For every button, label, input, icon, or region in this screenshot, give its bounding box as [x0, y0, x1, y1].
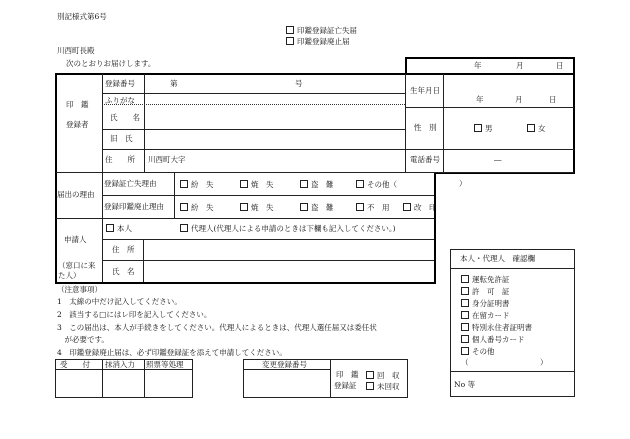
- loss-option: その他（: [356, 180, 397, 189]
- confirm-item: 許 可 証: [461, 287, 510, 296]
- counter-note-2: た人）: [58, 271, 81, 280]
- furigana-label: ふりがな: [105, 96, 135, 105]
- checkbox-icon[interactable]: [366, 371, 374, 379]
- phone-value: ―: [494, 155, 502, 164]
- abolish-option: 焼 失: [240, 203, 274, 212]
- checkbox-icon[interactable]: [180, 203, 188, 211]
- confirm-item: 特別永住者証明書: [461, 323, 532, 332]
- checkbox-icon[interactable]: [527, 124, 535, 132]
- old-name-label: 旧 氏: [110, 134, 133, 143]
- checkbox-icon[interactable]: [286, 26, 294, 34]
- abolish-option: 不 用: [356, 203, 390, 212]
- reason-label: 届出の理由: [57, 190, 95, 199]
- dob-day: 日: [549, 95, 557, 104]
- note-item: 2 該当する□にはレ印を記入してください。: [57, 310, 212, 319]
- sex-label: 性 別: [414, 123, 437, 132]
- title-option-loss: 印鑑登録証亡失届: [286, 26, 357, 35]
- checkbox-icon[interactable]: [461, 311, 469, 319]
- checkbox-icon[interactable]: [474, 124, 482, 132]
- applicant-label: 申請人: [64, 235, 87, 244]
- changed-no-label: 変更登録番号: [262, 360, 307, 369]
- loss-reason-label: 登録証亡失理由: [104, 179, 157, 188]
- abolish-option: 改 印: [403, 203, 437, 212]
- form-number: 別記様式第6号: [57, 12, 107, 21]
- loss-close-paren: ）: [459, 179, 467, 188]
- applicant-name-label: 氏 名: [112, 267, 135, 276]
- note-item: が必要です。: [57, 335, 109, 344]
- checkbox-icon[interactable]: [180, 180, 188, 188]
- confirm-item: 個人番号カード: [461, 335, 525, 344]
- checkbox-icon[interactable]: [240, 180, 248, 188]
- confirm-paren-open: （: [461, 358, 469, 367]
- card-label-1: 印 鑑: [336, 370, 359, 379]
- checkbox-icon[interactable]: [366, 382, 374, 390]
- card-label-2: 登録証: [334, 381, 357, 390]
- title-option-abolish: 印鑑登録廃止届: [286, 37, 350, 46]
- abolish-reason-label: 登録印鑑廃止理由: [104, 202, 164, 211]
- checkbox-icon[interactable]: [300, 203, 308, 211]
- checkbox-icon[interactable]: [461, 275, 469, 283]
- counter-note-1: （窓口に来: [58, 261, 96, 270]
- checkbox-icon[interactable]: [461, 299, 469, 307]
- date-day: 日: [556, 61, 564, 70]
- confirm-item: 身分証明書: [461, 299, 510, 308]
- checkbox-icon[interactable]: [461, 287, 469, 295]
- dob-label: 生年月日: [410, 86, 440, 95]
- main-frame-bottom: [55, 282, 436, 284]
- name-label: 氏 名: [110, 113, 140, 122]
- registrant-label-2: 登録者: [66, 120, 89, 129]
- note-item: 4 印鑑登録廃止届は、必ず印鑑登録証を添えて申請してください。: [57, 348, 287, 357]
- abolish-option: 紛 失: [180, 203, 214, 212]
- applicant-address-label: 住 所: [112, 245, 135, 254]
- reg-no-prefix: 第: [170, 79, 178, 88]
- not-collected-option: 未回収: [366, 382, 400, 391]
- checkbox-icon[interactable]: [356, 180, 364, 188]
- confirm-title: 本人・代理人 確認欄: [460, 254, 535, 263]
- checkbox-icon[interactable]: [300, 180, 308, 188]
- collected-option: 回 収: [366, 371, 400, 380]
- checkbox-icon[interactable]: [403, 203, 411, 211]
- checkbox-icon[interactable]: [286, 37, 294, 45]
- checkbox-icon[interactable]: [461, 335, 469, 343]
- receipt-label: 受 付: [60, 360, 90, 369]
- confirm-paren-close: ）: [540, 358, 548, 367]
- confirm-no-label: No 等: [454, 380, 475, 389]
- main-frame-left: [55, 73, 57, 284]
- loss-option: 盗 難: [300, 180, 334, 189]
- main-frame-top: [55, 73, 575, 75]
- checkbox-icon[interactable]: [180, 224, 188, 232]
- note-item: 3 この届出は、本人が手続きをしてください。代理人によるときは、代理人選任届又は委任状: [57, 323, 377, 332]
- self-option: 本人: [106, 224, 132, 233]
- phone-label: 電話番号: [410, 155, 440, 164]
- registrant-label-1: 印 鑑: [66, 100, 89, 109]
- notice-label: 照票等処理: [146, 360, 184, 369]
- reg-no-suffix: 号: [295, 79, 303, 88]
- intro-text: 次のとおりお届けします。: [66, 59, 156, 68]
- confirm-item: その他: [461, 347, 495, 356]
- abolish-option: 盗 難: [300, 203, 334, 212]
- main-frame-right-upper: [573, 73, 575, 173]
- loss-option: 焼 失: [240, 180, 274, 189]
- sex-female: 女: [527, 124, 546, 133]
- addressee: 川西町長殿: [57, 46, 95, 55]
- checkbox-icon[interactable]: [356, 203, 364, 211]
- reg-no-label: 登録番号: [105, 79, 135, 88]
- date-year: 年: [474, 61, 482, 70]
- address-value: 川西町大字: [148, 155, 186, 164]
- checkbox-icon[interactable]: [461, 323, 469, 331]
- checkbox-icon[interactable]: [461, 347, 469, 355]
- loss-option: 紛 失: [180, 180, 214, 189]
- address-label: 住 所: [105, 155, 135, 164]
- confirm-item: 運転免許証: [461, 275, 510, 284]
- checkbox-icon[interactable]: [240, 203, 248, 211]
- notes-heading: （注意事項）: [57, 285, 102, 294]
- dob-year: 年: [476, 95, 484, 104]
- proxy-option: 代理人(代理人による申請のときは下欄も記入してください。): [180, 224, 396, 233]
- date-month: 月: [516, 61, 524, 70]
- checkbox-icon[interactable]: [106, 224, 114, 232]
- entry-label: 抹消入力: [105, 360, 135, 369]
- sex-male: 男: [474, 124, 493, 133]
- confirm-item: 在留カード: [461, 311, 510, 320]
- dob-month: 月: [515, 95, 523, 104]
- note-item: 1 太線の中だけ記入してください。: [57, 297, 182, 306]
